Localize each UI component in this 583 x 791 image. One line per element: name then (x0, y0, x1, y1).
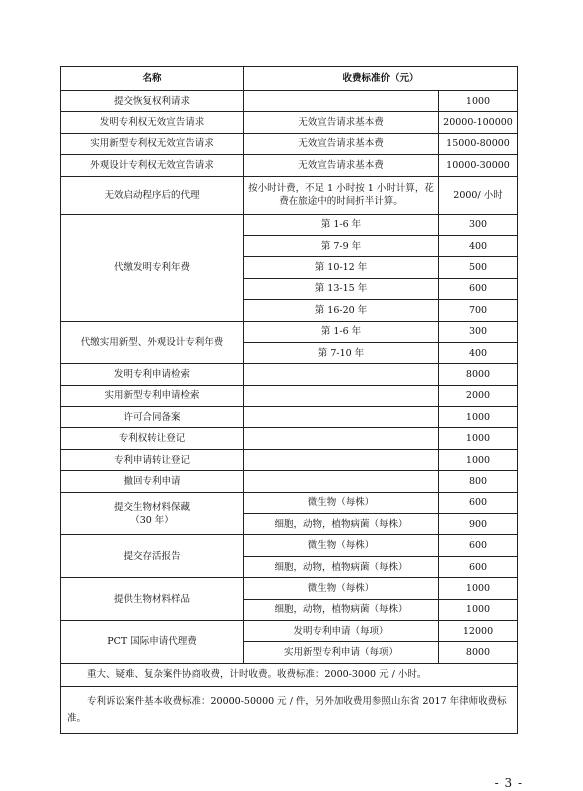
row-desc: 第 7-10 年 (244, 342, 439, 363)
row-desc: 微生物（每株） (244, 578, 439, 599)
row-name: PCT 国际申请代理费 (61, 620, 244, 663)
row-desc: 第 16-20 年 (244, 300, 439, 321)
row-name (61, 492, 244, 535)
row-price: 1000 (439, 407, 518, 428)
table-row (61, 321, 518, 342)
note-text (61, 663, 518, 686)
row-name: 代缴实用新型、外观设计专利年费 (61, 321, 244, 364)
table-row (61, 407, 518, 428)
row-price: 600 (439, 492, 518, 513)
note-row (61, 686, 518, 733)
row-name: 提供生物材料样品 (61, 578, 244, 621)
row-desc: 第 1-6 年 (244, 214, 439, 235)
table-row (61, 620, 518, 641)
row-desc (244, 471, 439, 492)
row-price: 2000 (439, 385, 518, 406)
row-desc: 第 10-12 年 (244, 257, 439, 278)
row-name: 发明专利申请检索 (61, 364, 244, 385)
row-name: 许可合同备案 (61, 407, 244, 428)
row-desc: 细胞，动物，植物病菌（每株） (244, 599, 439, 620)
row-name: 提交恢复权利请求 (61, 91, 244, 112)
table-row (61, 492, 518, 513)
table-row (61, 176, 518, 214)
row-desc (244, 428, 439, 449)
row-price: 600 (439, 278, 518, 299)
row-desc: 无效宣告请求基本费 (244, 155, 439, 176)
row-desc: 发明专利申请（每项） (244, 620, 439, 641)
header-name: 名称 (61, 67, 244, 91)
row-price: 500 (439, 257, 518, 278)
row-price: 1000 (439, 428, 518, 449)
row-price: 700 (439, 300, 518, 321)
row-price: 600 (439, 535, 518, 556)
row-price: 400 (439, 235, 518, 256)
table-row (61, 155, 518, 176)
row-desc: 第 1-6 年 (244, 321, 439, 342)
note-text-content: 专利诉讼案件基本收费标准：20000-50000 元 / 件，另外加收费用参照山东省 2017 年律师收费标准。 (67, 695, 507, 724)
header-price: 收费标准价（元） (244, 67, 518, 91)
row-desc (244, 364, 439, 385)
page-number: - 3 - (494, 776, 523, 790)
row-desc: 无效宣告请求基本费 (244, 133, 439, 154)
table-row (61, 385, 518, 406)
row-name: 撤回专利申请 (61, 471, 244, 492)
row-price: 300 (439, 321, 518, 342)
table-row (61, 535, 518, 556)
row-name-line: 提交生物材料保藏 (113, 501, 190, 513)
row-name: 专利申请转让登记 (61, 449, 244, 470)
row-name: 提交存活报告 (61, 535, 244, 578)
row-price: 300 (439, 214, 518, 235)
row-price: 600 (439, 556, 518, 577)
table-row (61, 133, 518, 154)
row-name: 外观设计专利权无效宣告请求 (61, 155, 244, 176)
row-desc: 无效宣告请求基本费 (244, 112, 439, 133)
row-name: 发明专利权无效宣告请求 (61, 112, 244, 133)
table-row (61, 449, 518, 470)
note-text (61, 686, 518, 733)
row-desc: 按小时计费，不足 1 小时按 1 小时计算，花费在旅途中的时间折半计算。 (244, 176, 439, 214)
row-desc (244, 449, 439, 470)
row-price: 900 (439, 514, 518, 535)
table-row (61, 364, 518, 385)
row-desc: 第 7-9 年 (244, 235, 439, 256)
row-desc: 细胞，动物，植物病菌（每株） (244, 556, 439, 577)
row-price: 1000 (439, 578, 518, 599)
row-name: 实用新型专利权无效宣告请求 (61, 133, 244, 154)
row-desc: 微生物（每株） (244, 535, 439, 556)
row-desc: 第 13-15 年 (244, 278, 439, 299)
table-row (61, 428, 518, 449)
table-row (61, 578, 518, 599)
row-desc: 细胞，动物，植物病菌（每株） (244, 514, 439, 535)
row-name: 专利权转让登记 (61, 428, 244, 449)
row-desc: 实用新型专利申请（每项） (244, 642, 439, 663)
row-name: 实用新型专利申请检索 (61, 385, 244, 406)
row-price: 15000-80000 (439, 133, 518, 154)
row-price: 400 (439, 342, 518, 363)
row-price: 12000 (439, 620, 518, 641)
row-desc (244, 407, 439, 428)
row-name: 无效启动程序后的代理 (61, 176, 244, 214)
row-name-line: （30 年） (130, 514, 174, 526)
row-price: 1000 (439, 449, 518, 470)
row-desc: 微生物（每株） (244, 492, 439, 513)
row-price: 1000 (439, 599, 518, 620)
row-price: 2000/ 小时 (439, 176, 518, 214)
row-desc (244, 385, 439, 406)
row-price: 1000 (439, 91, 518, 112)
row-price: 10000-30000 (439, 155, 518, 176)
row-price: 8000 (439, 364, 518, 385)
row-price: 800 (439, 471, 518, 492)
row-price: 8000 (439, 642, 518, 663)
note-text-content: 重大、疑难、复杂案件协商收费，计时收费。收费标准：2000-3000 元 / 小时。 (87, 669, 427, 681)
table-row (61, 91, 518, 112)
note-row (61, 663, 518, 686)
row-price: 20000-100000 (439, 112, 518, 133)
row-name: 代缴发明专利年费 (61, 214, 244, 321)
row-desc (244, 91, 439, 112)
table-row (61, 471, 518, 492)
table-header-row (61, 67, 518, 91)
table-row (61, 214, 518, 235)
table-row (61, 112, 518, 133)
fee-table (60, 66, 518, 734)
